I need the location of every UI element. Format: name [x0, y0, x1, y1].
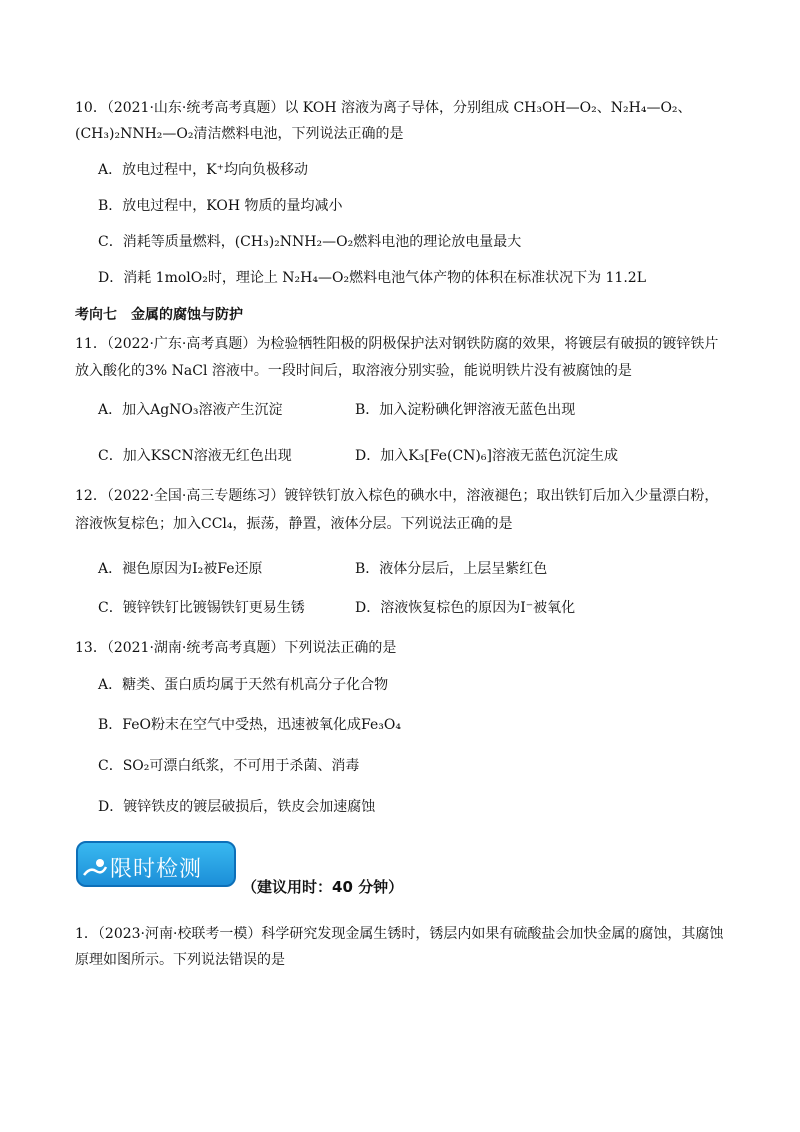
q11-option-b: B．加入淀粉碘化钾溶液无蓝色出现	[355, 402, 576, 418]
q12-option-b: B．液体分层后，上层呈紫红色	[355, 561, 548, 577]
q12-option-a: A．褪色原因为I₂被Fe还原	[98, 561, 263, 577]
q13-option-c: C．SO₂可漂白纸浆，不可用于杀菌、消毒	[98, 758, 360, 774]
q10-stem-line2: (CH₃)₂NNH₂—O₂清洁燃料电池，下列说法正确的是	[75, 126, 404, 142]
q11-option-a: A．加入AgNO₃溶液产生沉淀	[98, 402, 283, 418]
q10-stem-line1: 10．（2021·山东·统考高考真题）以 KOH 溶液为离子导体，分别组成 CH₃OH—O₂、N₂H₄—O₂、	[75, 100, 692, 116]
q13-option-a: A．糖类、蛋白质均属于天然有机高分子化合物	[98, 677, 389, 693]
timed-test-label: 限时检测	[110, 857, 203, 882]
q12-option-d: D．溶液恢复棕色的原因为I⁻被氧化	[355, 600, 576, 616]
q10-option-d: D．消耗 1molO₂时，理论上 N₂H₄—O₂燃料电池气体产物的体积在标准状况下为 11.2L	[98, 270, 646, 286]
q10-option-c: C．消耗等质量燃料，(CH₃)₂NNH₂—O₂燃料电池的理论放电量最大	[98, 234, 522, 250]
q11-option-d: D．加入K₃[Fe(CN)₆]溶液无蓝色沉淀生成	[355, 448, 618, 464]
q1-stem-line1: 1．（2023·河南·校联考一模）科学研究发现金属生锈时，锈层内如果有硫酸盐会加快金属的腐蚀，其腐蚀	[75, 926, 724, 942]
q11-stem-line2: 放入酸化的3% NaCl 溶液中。一段时间后，取溶液分别实验，能说明铁片没有被腐蚀的是	[75, 363, 632, 379]
q13-stem: 13．（2021·湖南·统考高考真题）下列说法正确的是	[75, 640, 397, 656]
q11-stem-line1: 11．（2022·广东·高考真题）为检验牺牲阳极的阴极保护法对钢铁防腐的效果，将镀层有破损的镀锌铁片	[75, 336, 719, 352]
q1-stem-line2: 原理如图所示。下列说法错误的是	[75, 952, 285, 968]
timed-test-badge	[76, 841, 236, 887]
dolphin-wave-icon	[82, 855, 108, 881]
q10-option-b: B．放电过程中，KOH 物质的量均减小	[98, 198, 343, 214]
q13-option-d: D．镀锌铁皮的镀层破损后，铁皮会加速腐蚀	[98, 799, 376, 815]
q12-option-c: C．镀锌铁钉比镀锡铁钉更易生锈	[98, 600, 305, 616]
suggested-time: （建议用时：40 分钟）	[242, 878, 404, 896]
section-heading: 考向七 金属的腐蚀与防护	[75, 307, 243, 323]
q10-option-a: A．放电过程中，K⁺均向负极移动	[98, 162, 308, 178]
q11-option-c: C．加入KSCN溶液无红色出现	[98, 448, 292, 464]
q13-option-b: B．FeO粉末在空气中受热，迅速被氧化成Fe₃O₄	[98, 717, 401, 733]
q12-stem-line1: 12．（2022·全国·高三专题练习）镀锌铁钉放入棕色的碘水中，溶液褪色；取出铁钉后加入少量漂白粉，	[75, 488, 719, 504]
q12-stem-line2: 溶液恢复棕色；加入CCl₄，振荡，静置，液体分层。下列说法正确的是	[75, 516, 513, 532]
